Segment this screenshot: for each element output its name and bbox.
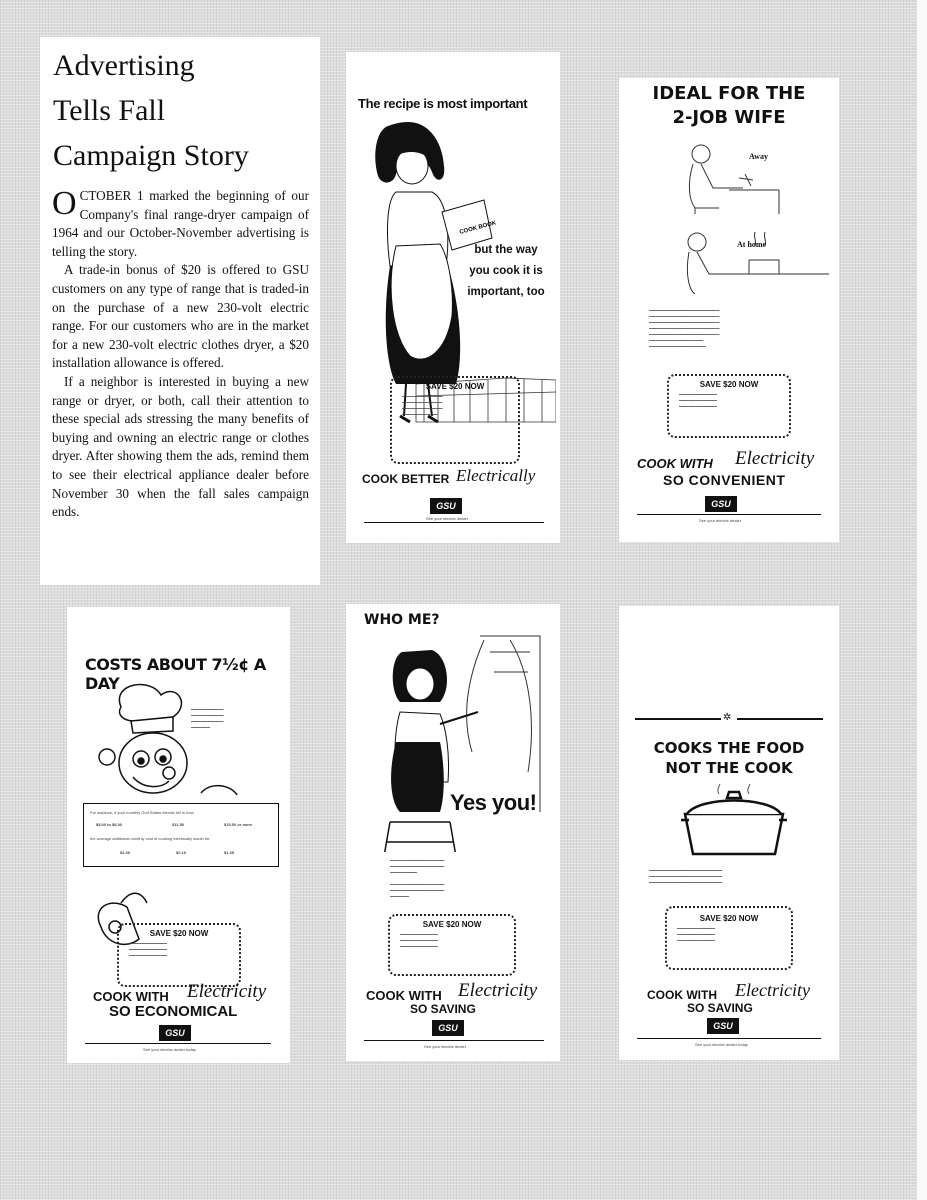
save-coupon: SAVE $20 NOW ━━━━━━━━━━━━━━ ━━━━━━━━━━━━━━ ━━━━━━━━━━━━━━ (665, 906, 793, 970)
save-coupon: SAVE $20 NOW ━━━━━━━━━━━━━━━ ━━━━━━━━━━━━━━━ ━━━━━━━━━━━━━━━ ━━━━━━━━━━━━━ (390, 376, 520, 464)
ad-recipe-subhead (452, 240, 560, 303)
at-home-label: At home (737, 240, 767, 249)
electricity-script: Electricity (187, 981, 267, 1002)
tagline: SO CONVENIENT (663, 472, 786, 488)
gsu-logo: GSU (705, 496, 737, 512)
divider (637, 1038, 821, 1039)
headline-line-2: NOT THE COOK (665, 759, 793, 777)
save-label: SAVE $20 NOW (699, 380, 759, 389)
electrically-script: Electrically (456, 466, 536, 485)
subhead-line-3: important, too (467, 286, 545, 298)
cost-1: $2.30 (120, 850, 131, 855)
dealer-note: See your electric dealer (699, 518, 742, 523)
ad-food-body: ━━━━━━━━━━━━━━━━━━━━━━━━━━━ ━━━━━━━━━━━━━━━━━━━━━━━━━━━ ━━━━━━━━━━━━━━━━━━━━━━━━━━━ (649, 868, 723, 885)
title-line-3: Campaign Story (53, 139, 249, 172)
divider (364, 1040, 544, 1041)
save-label: SAVE $20 NOW (425, 382, 485, 391)
book-title: COOK BOOK (458, 220, 497, 236)
electricity-script: Electricity (735, 448, 815, 469)
ad-whome-body: ━━━━━━━━━━━━━━━━━━━━ ━━━━━━━━━━━━━━━━━━━━ ━━━━━━━━━━ ━━━━━━━━━━━━━━━━━━━━ ━━━━━━━━━━━━━━━━━━━━ ━━━━━━━ (390, 858, 445, 899)
save-coupon: SAVE $20 NOW ━━━━━━━━━━━━━━ ━━━━━━━━━━━━━━ ━━━━━━━━━━━━━━ (117, 923, 241, 987)
divider (85, 1043, 271, 1044)
cook-with-label: COOK WITH (647, 988, 717, 1002)
gsu-logo: GSU (707, 1018, 739, 1034)
title-line-2: Tells Fall (53, 94, 166, 127)
ad-food-headline (619, 738, 839, 778)
bill-intro: For instance, if your monthly Gulf States electric bill is now: (90, 810, 195, 815)
article-body (52, 187, 309, 522)
headline-line-1: COOKS THE FOOD (653, 739, 805, 757)
ornament-rule-left (635, 718, 721, 720)
article-card (40, 37, 320, 585)
gsu-logo: GSU (430, 498, 462, 514)
ornament-rule-right (737, 718, 823, 720)
article-paragraph-2: A trade-in bonus of $20 is offered to GSU customers on any type of range that is traded-in on the purchase of a new 230-volt electric range. For our customers who are in the market for a new 230-volt electric clothes dryer, a $20 installation allowance is offered. (52, 262, 309, 371)
cook-with-label: COOK WITH (93, 989, 169, 1004)
ad-costs (67, 607, 290, 1063)
away-label: Away (749, 152, 768, 161)
electricity-script: Electricity (458, 980, 538, 1001)
woman-on-ladder-illustration (360, 632, 550, 852)
save-label: SAVE $20 NOW (149, 929, 209, 938)
save-coupon: SAVE $20 NOW ━━━━━━━━━━━━━━ ━━━━━━━━━━━━━━ ━━━━━━━━━━━━━━ (388, 914, 516, 976)
ad-whome-headline: WHO ME? (364, 612, 440, 628)
ad-cooks-the-food (619, 606, 839, 1060)
bill-3: $15.50 or more (224, 822, 253, 827)
page-edge (917, 0, 927, 1200)
headline-line-1: IDEAL FOR THE (652, 83, 806, 104)
cost-3: $1.35 (224, 850, 235, 855)
ornament-icon: ✲ (723, 712, 732, 723)
ad-costs-body: ━━━━━━━━━━━━ ━━━━━━━━━━━━ ━━━━━━━━━━━━ ━━━━━━━ (191, 707, 224, 730)
dealer-note: See your electric dealer (424, 1044, 467, 1049)
subhead-line-1: but the way (474, 244, 538, 256)
save-label: SAVE $20 NOW (422, 920, 482, 929)
gsu-logo: GSU (159, 1025, 191, 1041)
dealer-note: See your electric dealer today (143, 1047, 196, 1052)
cost-2: $2.10 (176, 850, 187, 855)
dealer-note: See your electric dealer (426, 516, 469, 521)
dealer-note: See your electric dealer today (695, 1042, 748, 1047)
title-line-1: Advertising (53, 49, 195, 82)
gsu-logo: GSU (432, 1020, 464, 1036)
article-title (53, 43, 249, 178)
ad-costs-headline: COSTS ABOUT 7½¢ A DAY (85, 655, 266, 693)
ad-who-me (346, 604, 560, 1061)
bill-1: $5.00 to $8.00 (96, 822, 123, 827)
bill-2: $11.50 (172, 822, 185, 827)
cook-with-label: COOK WITH (366, 988, 442, 1003)
cost-table (83, 803, 279, 867)
ad-recipe (346, 52, 560, 543)
tagline: SO SAVING (410, 1002, 476, 1016)
tagline: SO ECONOMICAL (109, 1003, 238, 1020)
pot-icon (679, 784, 789, 860)
ad-wife-headline (619, 82, 839, 130)
cook-with-label: COOK WITH (637, 456, 713, 471)
drop-cap: O (52, 185, 77, 222)
ad-two-job-wife (619, 78, 839, 542)
article-paragraph-1 (52, 187, 309, 261)
cost-intro: the average additional monthly cost of cooking electrically would be: (90, 836, 211, 841)
ad-recipe-headline: The recipe is most important (358, 96, 528, 111)
divider (637, 514, 821, 515)
divider (364, 522, 544, 523)
electricity-script: Electricity (735, 980, 810, 1000)
cook-better-label: COOK BETTER (362, 472, 450, 486)
save-label: SAVE $20 NOW (699, 914, 759, 923)
save-coupon: SAVE $20 NOW ━━━━━━━━━━━━━━ ━━━━━━━━━━━━━━ ━━━━━━━━━━━━━━ (667, 374, 791, 438)
yes-you-label: Yes you! (450, 790, 537, 815)
paragraph-1-text: CTOBER 1 marked the beginning of our Company's final range-dryer campaign of 1964 and our October-November advertising is telling the story. (52, 188, 309, 259)
subhead-line-2: you cook it is (469, 265, 543, 277)
tagline: SO SAVING (687, 1001, 753, 1015)
ad-wife-body: ━━━━━━━━━━━━━━━━━━━━━━━━━━ ━━━━━━━━━━━━━━━━━━━━━━━━━━ ━━━━━━━━━━━━━━━━━━━━━━━━━━ ━━━━━━━━━━━━━━━━━━━━━━━━━━ ━━━━━━━━━━━━━━━━━━━━━━━━━━ ━━━━━━━━━━━━━━━━━━━━ ━━━━━━━━━━━━━━━━━━━━━ (649, 308, 720, 349)
article-paragraph-3: If a neighbor is interested in buying a new range or dryer, or both, call their attention to these special ads stressing the many benefits of buying and owning an electric range or clothes dryer. After showing them the ads, remind them to see their electrical appliance dealer before November 30 when the fall sales campaign ends. (52, 373, 309, 520)
headline-line-2: 2-JOB WIFE (672, 107, 786, 128)
